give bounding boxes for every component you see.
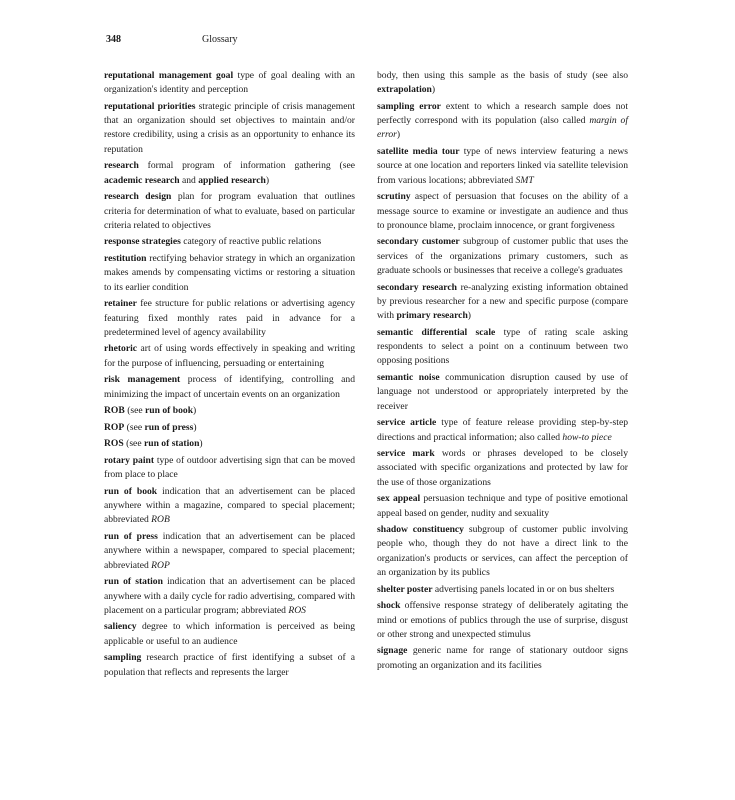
glossary-text: fee structure for public relations or advertising agency featuring fixed monthly rates paid in advance for a predetermined level of agency availability: [104, 298, 355, 338]
glossary-term: run of press: [104, 531, 158, 543]
glossary-text: SMT: [515, 174, 534, 186]
glossary-entry: [104, 454, 355, 483]
glossary-term: shadow constituency: [377, 524, 464, 536]
glossary-entry: [377, 416, 628, 445]
glossary-text: process of identifying, controlling and minimizing the impact of uncertain events on an organization: [104, 374, 355, 400]
glossary-term: retainer: [104, 298, 137, 310]
glossary-text: extent to which a research sample does not perfectly correspond with its population (also called: [377, 100, 628, 127]
glossary-entry: [377, 190, 628, 233]
glossary-term: secondary research: [377, 281, 457, 293]
glossary-entry: [377, 583, 628, 597]
glossary-term: secondary customer: [377, 236, 460, 248]
glossary-entry: [104, 530, 355, 573]
glossary-entry: [377, 523, 628, 580]
glossary-text: offensive response strategy of deliberately agitating the mind or emotions of publics through the use of surprise, disgust or other strong and unexpected stimulus: [377, 600, 628, 640]
glossary-text: applied research: [198, 174, 266, 186]
glossary-text: type of goal dealing with an organization's identity and perception: [104, 70, 355, 96]
page-header: [106, 34, 666, 48]
glossary-entry: [377, 69, 628, 98]
glossary-text: communication disruption caused by use of language not understood or appropriately interpreted by the receiver: [377, 372, 628, 412]
glossary-text: words or phrases developed to be closely associated with specific organizations and protected by law for the use of those organizations: [377, 448, 628, 488]
glossary-entry: [104, 342, 355, 371]
glossary-column-right: [377, 69, 628, 675]
glossary-text: (see: [124, 405, 146, 417]
glossary-entry: [377, 492, 628, 521]
glossary-text: ): [199, 438, 203, 450]
glossary-entry: [377, 235, 628, 278]
glossary-term: ROS: [104, 438, 124, 450]
glossary-text: ROP: [151, 559, 170, 571]
glossary-entry: [104, 485, 355, 528]
glossary-text: type of outdoor advertising sign that can be moved from place to place: [104, 454, 355, 481]
glossary-text: aspect of persuasion that focuses on the ability of a message source to examine or investigate an audience and thus to pronounce blame, proclaim innocence, or grant forgiveness: [377, 191, 628, 231]
glossary-entry: [104, 373, 355, 402]
glossary-term: ROB: [104, 405, 125, 417]
glossary-entry: [377, 281, 628, 324]
glossary-text: ): [467, 310, 471, 322]
glossary-entry: [104, 252, 355, 295]
glossary-text: research practice of first identifying a subset of a population that reflects and represents the larger: [104, 652, 355, 678]
glossary-term: semantic noise: [377, 372, 440, 384]
glossary-text: rectifying behavior strategy in which an organization makes amends by compensating victims or restoring a situation to its earlier condition: [104, 253, 355, 293]
glossary-text: generic name for range of stationary outdoor signs promoting an organization and its facilities: [377, 645, 628, 671]
glossary-term: reputational priorities: [104, 100, 196, 112]
glossary-text: ): [396, 129, 401, 141]
glossary-entry: [104, 297, 355, 340]
glossary-entry: [377, 644, 628, 673]
glossary-text: advertising panels located in or on bus shelters: [432, 583, 615, 595]
glossary-text: subgroup of customer public involving people who, though they do not have a direct link to the organization's products or services, can affect the perception of an organization by its publics: [377, 524, 628, 579]
glossary-entry: [104, 69, 355, 98]
glossary-text: run of book: [145, 405, 194, 417]
glossary-entry: [377, 447, 628, 490]
glossary-entry: [377, 100, 628, 143]
glossary-term: sampling: [104, 652, 142, 664]
glossary-term: run of book: [104, 485, 158, 497]
glossary-term: saliency: [104, 621, 137, 633]
glossary-entry: [104, 159, 355, 188]
glossary-text: indication that an advertisement can be placed anywhere with a daily cycle for radio advertising, compared with placement on a particular program; abbreviated: [104, 576, 355, 616]
glossary-column-left: [104, 69, 355, 682]
glossary-term: rotary paint: [104, 454, 155, 466]
glossary-text: degree to which information is perceived as being applicable or useful to an audience: [104, 621, 355, 647]
glossary-text: run of station: [143, 438, 200, 450]
glossary-text: type of news interview featuring a news source at one location and reporters linked via satellite television from various locations; abbreviated: [377, 146, 628, 186]
glossary-text: ROB: [151, 514, 170, 526]
glossary-term: risk management: [104, 374, 181, 386]
glossary-term: reputational management goal: [104, 70, 234, 81]
glossary-entry: [104, 404, 355, 418]
glossary-text: indication that an advertisement can be placed anywhere within a magazine, compared to special placement; abbreviated: [104, 485, 355, 526]
glossary-term: signage: [377, 645, 408, 657]
glossary-text: extrapolation: [377, 84, 432, 96]
glossary-entry: [104, 190, 355, 233]
glossary-term: shock: [377, 600, 401, 612]
glossary-entry: [104, 651, 355, 680]
running-head: Glossary: [202, 34, 238, 45]
glossary-text: ): [265, 174, 270, 186]
glossary-term: shelter poster: [377, 583, 433, 595]
glossary-text: ): [193, 421, 197, 433]
glossary-entry: [377, 145, 628, 188]
glossary-text: run of press: [144, 421, 194, 433]
glossary-text: strategic principle of crisis management that an organization should set objectives to maintain and/or restore credibility, using a crisis as an opportunity to enhance its reputation: [104, 100, 355, 155]
glossary-text: art of using words effectively in speaking and writing for the purpose of influencing, persuading or entertaining: [104, 343, 355, 369]
glossary-text: subgroup of customer public that uses the services of the organizations primary customers, such as graduate schools or businesses that receive a college's graduates: [377, 236, 629, 277]
glossary-text: type of rating scale asking respondents to select a point on a continuum between two opposing positions: [377, 326, 628, 367]
glossary-term: restitution: [104, 253, 147, 265]
glossary-text: and: [179, 174, 199, 186]
glossary-entry: [377, 326, 628, 369]
glossary-text: (see: [123, 438, 144, 450]
glossary-text: academic research: [104, 174, 180, 186]
glossary-term: scrutiny: [377, 191, 411, 203]
glossary-term: rhetoric: [104, 343, 138, 355]
glossary-entry: [104, 421, 355, 435]
glossary-entry: [104, 437, 355, 451]
glossary-text: (see: [124, 421, 145, 433]
glossary-entry: [104, 100, 355, 157]
glossary-text: ROS: [288, 604, 306, 616]
glossary-text: type of feature release providing step-by-step directions and practical information; also called: [377, 417, 628, 443]
glossary-term: sampling error: [377, 100, 441, 112]
glossary-entry: [104, 620, 355, 649]
page-number: 348: [106, 34, 121, 45]
glossary-text: formal program of information gathering (see: [138, 160, 355, 172]
glossary-text: persuasion technique and type of positive emotional appeal based on gender, nudity and sexuality: [377, 493, 628, 519]
glossary-term: service article: [377, 417, 437, 429]
glossary-text: how-to piece: [562, 431, 612, 443]
glossary-text: ): [193, 405, 197, 417]
glossary-entry: [377, 371, 628, 414]
glossary-text: re-analyzing existing information obtained by previous researcher for a new and specific purpose (compare with: [377, 281, 629, 322]
glossary-term: satellite media tour: [377, 146, 460, 158]
glossary-entry: [377, 599, 628, 642]
glossary-term: response strategies: [104, 236, 181, 248]
glossary-text: margin of error: [377, 115, 628, 141]
glossary-entry: [104, 235, 355, 249]
glossary-term: run of station: [104, 576, 163, 588]
glossary-entry: [104, 575, 355, 618]
glossary-term: semantic differential scale: [377, 326, 496, 338]
glossary-term: sex appeal: [377, 493, 421, 505]
glossary-text: plan for program evaluation that outlines criteria for determination of what to evaluate, based on particular criteria related to objectives: [104, 191, 355, 231]
glossary-text: primary research: [396, 310, 468, 322]
glossary-text: body, then using this sample as the basis of study (see also: [377, 70, 628, 81]
glossary-term: research design: [104, 191, 172, 203]
glossary-term: research: [104, 160, 139, 172]
glossary-term: ROP: [104, 421, 125, 433]
glossary-text: indication that an advertisement can be placed anywhere within a newspaper, compared to special placement; abbreviated: [104, 531, 355, 571]
glossary-term: service mark: [377, 448, 435, 460]
glossary-text: ): [431, 84, 436, 96]
glossary-text: category of reactive public relations: [180, 236, 322, 248]
